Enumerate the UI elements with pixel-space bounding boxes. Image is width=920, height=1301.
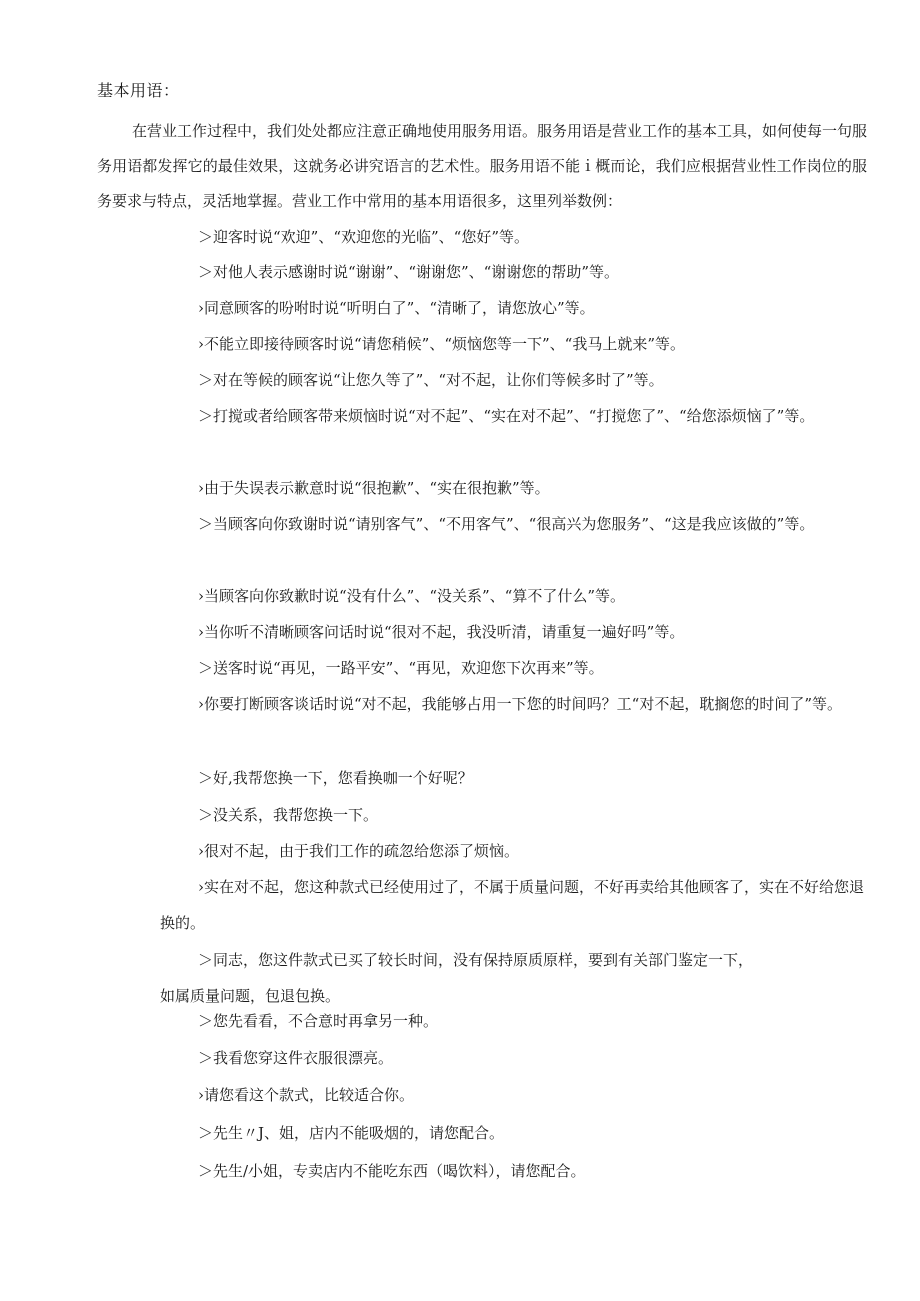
list-item: ＞先生/小姐，专卖店内不能吃东西（喝饮料），请您配合。 <box>198 1162 586 1180</box>
list-item: ›请您看这个款式，比较适合你。 <box>198 1086 415 1104</box>
list-item: ›当顾客向你致歉时说“没有什么”、“没关系”、“算不了什么”等。 <box>198 587 626 605</box>
list-item: ›很对不起，由于我们工作的疏忽给您添了烦恼。 <box>198 842 520 860</box>
list-item: ＞打搅或者给顾客带来烦恼时说“对不起”、“实在对不起”、“打搅您了”、“给您添烦恼了”等。 <box>198 407 815 425</box>
list-item: ›同意顾客的吩咐时说“听明白了”、“清晰了，请您放心”等。 <box>198 299 595 317</box>
list-item: ＞先生〃J、姐，店内不能吸烟的，请您配合。 <box>198 1124 505 1142</box>
list-item: ＞对在等候的顾客说“让您久等了”、“对不起，让你们等候多时了”等。 <box>198 371 664 389</box>
list-item: ＞没关系，我帮您换一下。 <box>198 806 379 824</box>
list-item: ＞我看您穿这件衣服很漂亮。 <box>198 1049 394 1067</box>
list-item: ›实在对不起，您这种款式已经使用过了，不属于质量问题，不好再卖给其他顾客了，实在不好给您退换的。 <box>160 878 865 932</box>
list-item: ＞对他人表示感谢时说“谢谢”、“谢谢您”、“谢谢您的帮助”等。 <box>198 263 620 281</box>
list-item: ›由于失误表示歉意时说“很抱歉”、“实在很抱歉”等。 <box>198 479 550 497</box>
list-item: ＞送客时说“再见，一路平安”、“再见，欢迎您下次再来”等。 <box>198 659 604 677</box>
list-item: ›不能立即接待顾客时说“请您稍候”、“烦恼您等一下”、“我马上就来”等。 <box>198 335 686 353</box>
list-item: ＞您先看看，不合意时再拿另一种。 <box>198 1012 439 1030</box>
list-item: ＞好,我帮您换一下，您看换咖一个好呢？ <box>198 769 473 787</box>
list-item: ›你要打断顾客谈话时说“对不起，我能够占用一下您的时间吗？工“对不起，耽搁您的时间了”等。 <box>198 695 843 713</box>
intro-paragraph: 在营业工作过程中，我们处处都应注意正确地使用服务用语。服务用语是营业工作的基本工具，如何使每一句服务用语都发挥它的最佳效果，这就务必讲究语言的艺术性。服务用语不能ｉ概而论，我们应根据营业性工作岗位的服务要求与特点，灵活地掌握。营业工作中常用的基本用语很多，这里列举数例： <box>97 122 868 210</box>
list-item: ＞当顾客向你致谢时说“请别客气”、“不用客气”、“很高兴为您服务”、“这是我应该做的”等。 <box>198 515 815 533</box>
list-item: ＞同志，您这件款式已买了较长时间，没有保持原质原样，要到有关部门鉴定一下，如属质量问题，包退包换。 <box>160 951 754 1005</box>
list-item: ＞迎客时说“欢迎”、“欢迎您的光临”、“您好”等。 <box>198 228 530 246</box>
section-title: 基本用语： <box>97 81 180 100</box>
list-item: ›当你听不清晰顾客问话时说“很对不起，我没听清，请重复一遍好吗”等。 <box>198 623 685 641</box>
